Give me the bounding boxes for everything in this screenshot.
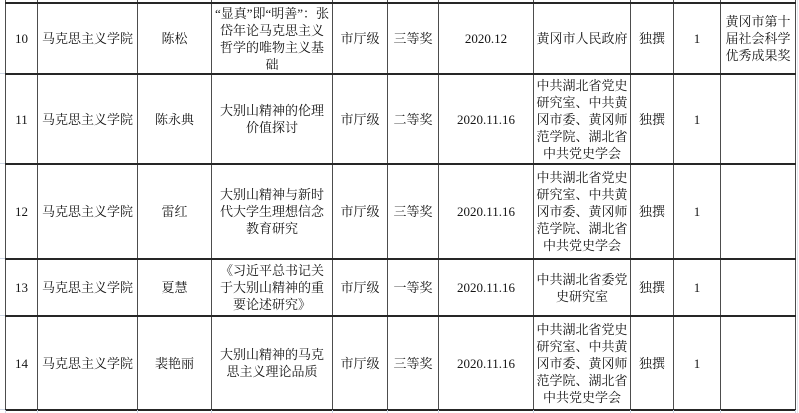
cell-award-level[interactable]: 市厅级 [333,316,388,410]
cell-authorship-type[interactable]: 独撰 [631,259,674,316]
cell-authorship-type[interactable]: 独撰 [631,164,674,259]
cell-author-rank[interactable]: 1 [674,259,721,316]
cell-note[interactable] [721,259,796,316]
cell-prize-grade[interactable]: 三等奖 [388,316,439,410]
cell-award-date[interactable]: 2020.11.16 [439,259,534,316]
cell-author-name[interactable]: 裴艳丽 [138,316,212,410]
sheet-gridline-margin-left [0,0,5,413]
cell-prize-grade[interactable]: 三等奖 [388,164,439,259]
cell-author-rank[interactable]: 1 [674,74,721,164]
cell-author-name[interactable]: 陈松 [138,3,212,74]
cell-college[interactable]: 马克思主义学院 [38,316,138,410]
cell-author-name[interactable]: 夏慧 [138,259,212,316]
cell-issuing-organization[interactable]: 中共湖北省党史研究室、中共黄冈市委、黄冈师范学院、湖北省中共党史学会 [534,316,631,410]
cell-award-date[interactable]: 2020.12 [439,3,534,74]
cell-note[interactable]: 黄冈市第十届社会科学优秀成果奖 [721,3,796,74]
cell-college[interactable]: 马克思主义学院 [38,259,138,316]
cell-issuing-organization[interactable]: 黄冈市人民政府 [534,3,631,74]
cell-college[interactable]: 马克思主义学院 [38,74,138,164]
cell-achievement-title[interactable]: 大别山精神与新时代大学生理想信念教育研究 [212,164,333,259]
cell-college[interactable]: 马克思主义学院 [38,164,138,259]
cell-prize-grade[interactable]: 二等奖 [388,74,439,164]
cell-serial-number[interactable]: 11 [6,74,38,164]
cell-award-level[interactable]: 市厅级 [333,74,388,164]
cell-issuing-organization[interactable]: 中共湖北省委党史研究室 [534,259,631,316]
awards-table [5,0,796,411]
cell-authorship-type[interactable]: 独撰 [631,3,674,74]
cell-issuing-organization[interactable]: 中共湖北省党史研究室、中共黄冈市委、黄冈师范学院、湖北省中共党史学会 [534,74,631,164]
cell-award-date[interactable]: 2020.11.16 [439,316,534,410]
sheet-gridline-right [797,0,798,413]
table-row [6,3,796,74]
cell-note[interactable] [721,316,796,410]
cell-serial-number[interactable]: 13 [6,259,38,316]
table-row [6,316,796,410]
cell-author-rank[interactable]: 1 [674,3,721,74]
cell-author-name[interactable]: 陈永典 [138,74,212,164]
cell-note[interactable] [721,164,796,259]
cell-award-date[interactable]: 2020.11.16 [439,164,534,259]
cell-serial-number[interactable]: 14 [6,316,38,410]
cell-serial-number[interactable]: 10 [6,3,38,74]
cell-authorship-type[interactable]: 独撰 [631,74,674,164]
table-row [6,164,796,259]
cell-award-level[interactable]: 市厅级 [333,3,388,74]
cell-issuing-organization[interactable]: 中共湖北省党史研究室、中共黄冈市委、黄冈师范学院、湖北省中共党史学会 [534,164,631,259]
cell-award-date[interactable]: 2020.11.16 [439,74,534,164]
table-row [6,259,796,316]
cell-college[interactable]: 马克思主义学院 [38,3,138,74]
cell-author-rank[interactable]: 1 [674,164,721,259]
cell-achievement-title[interactable]: “显真”即“明善”：张岱年论马克思主义哲学的唯物主义基础 [212,3,333,74]
table-row [6,74,796,164]
cell-prize-grade[interactable]: 三等奖 [388,3,439,74]
cell-author-rank[interactable]: 1 [674,316,721,410]
cell-serial-number[interactable]: 12 [6,164,38,259]
cell-author-name[interactable]: 雷红 [138,164,212,259]
cell-prize-grade[interactable]: 一等奖 [388,259,439,316]
cell-authorship-type[interactable]: 独撰 [631,316,674,410]
cell-achievement-title[interactable]: 大别山精神的马克思主义理论品质 [212,316,333,410]
cell-achievement-title[interactable]: 《习近平总书记关于大别山精神的重要论述研究》 [212,259,333,316]
cell-achievement-title[interactable]: 大别山精神的伦理价值探讨 [212,74,333,164]
cell-note[interactable] [721,74,796,164]
cell-award-level[interactable]: 市厅级 [333,164,388,259]
cell-award-level[interactable]: 市厅级 [333,259,388,316]
